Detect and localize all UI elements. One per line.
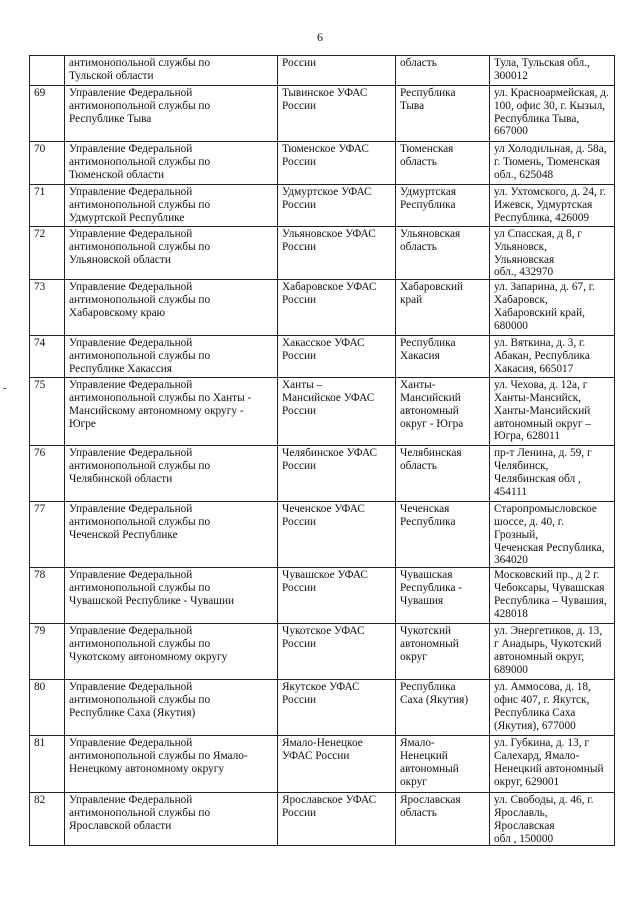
table-row: [30, 142, 615, 185]
row-number-cell: 79: [30, 624, 65, 680]
row-number-cell: 69: [30, 86, 65, 142]
region-cell: Чувашская Республика - Чувашия: [396, 568, 490, 624]
organization-name-cell: Управление Федеральной антимонопольной службы по Ярославской области: [65, 793, 278, 846]
short-name-cell: Хакасское УФАС России: [278, 336, 396, 378]
short-name-cell: Чеченское УФАС России: [278, 502, 396, 568]
table-row: [30, 56, 615, 86]
row-number-cell: 72: [30, 227, 65, 280]
address-cell: ул. Свободы, д. 46, г. Ярославль, Ярославская обл , 150000: [490, 793, 615, 846]
region-cell: Тюменская область: [396, 142, 490, 185]
short-name-cell: Тывинское УФАС России: [278, 86, 396, 142]
organization-name-cell: Управление Федеральной антимонопольной службы по Тюменской области: [65, 142, 278, 185]
table-row: [30, 568, 615, 624]
short-name-cell: Хабаровское УФАС России: [278, 280, 396, 336]
short-name-cell: Ханты – Мансийское УФАС России: [278, 378, 396, 446]
stray-mark: -: [3, 383, 7, 394]
row-number-cell: 82: [30, 793, 65, 846]
short-name-cell: Ямало-Ненецкое УФАС России: [278, 736, 396, 793]
page-number: 6: [317, 30, 323, 44]
row-number-cell: 81: [30, 736, 65, 793]
organization-name-cell: антимонопольной службы по Тульской области: [65, 56, 278, 86]
organization-name-cell: Управление Федеральной антимонопольной службы по Удмуртской Республике: [65, 185, 278, 227]
row-number-cell: 71: [30, 185, 65, 227]
region-cell: Ямало- Ненецкий автономный округ: [396, 736, 490, 793]
organization-name-cell: Управление Федеральной антимонопольной службы по Ямало- Ненецкому автономному округу: [65, 736, 278, 793]
short-name-cell: России: [278, 56, 396, 86]
short-name-cell: Чукотское УФАС России: [278, 624, 396, 680]
row-number-cell: 77: [30, 502, 65, 568]
region-cell: Ярославская область: [396, 793, 490, 846]
region-cell: Чукотский автономный округ: [396, 624, 490, 680]
table-row: [30, 378, 615, 446]
region-cell: Удмуртская Республика: [396, 185, 490, 227]
table-row: [30, 502, 615, 568]
organization-name-cell: Управление Федеральной антимонопольной службы по Ульяновской области: [65, 227, 278, 280]
address-cell: ул. Ухтомского, д. 24, г. Ижевск, Удмуртская Республика, 426009: [490, 185, 615, 227]
table-row: [30, 227, 615, 280]
table-row: [30, 185, 615, 227]
row-number-cell: [30, 56, 65, 86]
row-number-cell: 80: [30, 680, 65, 736]
region-cell: Челябинская область: [396, 446, 490, 502]
organization-name-cell: Управление Федеральной антимонопольной службы по Чувашской Республике - Чувашии: [65, 568, 278, 624]
region-cell: область: [396, 56, 490, 86]
region-cell: Хабаровский край: [396, 280, 490, 336]
table-row: [30, 624, 615, 680]
organization-name-cell: Управление Федеральной антимонопольной службы по Ханты - Мансийскому автономному округу - Югре: [65, 378, 278, 446]
short-name-cell: Чувашское УФАС России: [278, 568, 396, 624]
table-row: [30, 446, 615, 502]
organization-name-cell: Управление Федеральной антимонопольной службы по Хабаровскому краю: [65, 280, 278, 336]
address-cell: Московский пр., д 2 г. Чебоксары, Чувашская Республика – Чувашия, 428018: [490, 568, 615, 624]
row-number-cell: 75: [30, 378, 65, 446]
table-row: [30, 336, 615, 378]
address-cell: ул. Чехова, д. 12а, г Ханты-Мансийск, Ханты-Мансийский автономный округ – Югра, 628011: [490, 378, 615, 446]
address-cell: Старопромысловское шоссе, д. 40, г. Грозный, Чеченская Республика, 364020: [490, 502, 615, 568]
short-name-cell: Тюменское УФАС России: [278, 142, 396, 185]
region-cell: Ханты- Мансийский автономный округ - Югра: [396, 378, 490, 446]
table-row: [30, 86, 615, 142]
organization-name-cell: Управление Федеральной антимонопольной службы по Республике Саха (Якутия): [65, 680, 278, 736]
organization-name-cell: Управление Федеральной антимонопольной службы по Челябинской области: [65, 446, 278, 502]
row-number-cell: 78: [30, 568, 65, 624]
region-cell: Ульяновская область: [396, 227, 490, 280]
table-row: [30, 280, 615, 336]
ufas-directory-table: [29, 55, 615, 846]
table-row: [30, 793, 615, 846]
organization-name-cell: Управление Федеральной антимонопольной службы по Чукотскому автономному округу: [65, 624, 278, 680]
region-cell: Республика Хакасия: [396, 336, 490, 378]
row-number-cell: 74: [30, 336, 65, 378]
short-name-cell: Ульяновское УФАС России: [278, 227, 396, 280]
address-cell: ул. Аммосова, д. 18, офис 407, г. Якутск, Республика Саха (Якутия), 677000: [490, 680, 615, 736]
organization-name-cell: Управление Федеральной антимонопольной службы по Чеченской Республике: [65, 502, 278, 568]
organization-name-cell: Управление Федеральной антимонопольной службы по Республике Хакассия: [65, 336, 278, 378]
address-cell: ул. Энергетиков, д. 13, г Анадырь, Чукотский автономный округ, 689000: [490, 624, 615, 680]
row-number-cell: 76: [30, 446, 65, 502]
address-cell: ул. Запарина, д. 67, г. Хабаровск, Хабаровский край, 680000: [490, 280, 615, 336]
row-number-cell: 73: [30, 280, 65, 336]
address-cell: пр-т Ленина, д. 59, г Челябинск, Челябинская обл , 454111: [490, 446, 615, 502]
region-cell: Чеченская Республика: [396, 502, 490, 568]
short-name-cell: Удмуртское УФАС России: [278, 185, 396, 227]
table-row: [30, 680, 615, 736]
address-cell: ул Спасская, д 8, г Ульяновск, Ульяновская обл., 432970: [490, 227, 615, 280]
short-name-cell: Якутское УФАС России: [278, 680, 396, 736]
row-number-cell: 70: [30, 142, 65, 185]
organization-name-cell: Управление Федеральной антимонопольной службы по Республике Тыва: [65, 86, 278, 142]
table-row: [30, 736, 615, 793]
address-cell: ул Холодильная, д. 58а, г. Тюмень, Тюменская обл., 625048: [490, 142, 615, 185]
short-name-cell: Ярославское УФАС России: [278, 793, 396, 846]
address-cell: ул. Вяткина, д. 3, г. Абакан, Республика Хакасия, 665017: [490, 336, 615, 378]
region-cell: Республика Тыва: [396, 86, 490, 142]
short-name-cell: Челябинское УФАС России: [278, 446, 396, 502]
address-cell: ул. Красноармейская, д. 100, офис 30, г. Кызыл, Республика Тыва, 667000: [490, 86, 615, 142]
address-cell: Тула, Тульская обл., 300012: [490, 56, 615, 86]
region-cell: Республика Саха (Якутия): [396, 680, 490, 736]
address-cell: ул. Губкина, д. 13, г Салехард, Ямало- Ненецкий автономный округ, 629001: [490, 736, 615, 793]
